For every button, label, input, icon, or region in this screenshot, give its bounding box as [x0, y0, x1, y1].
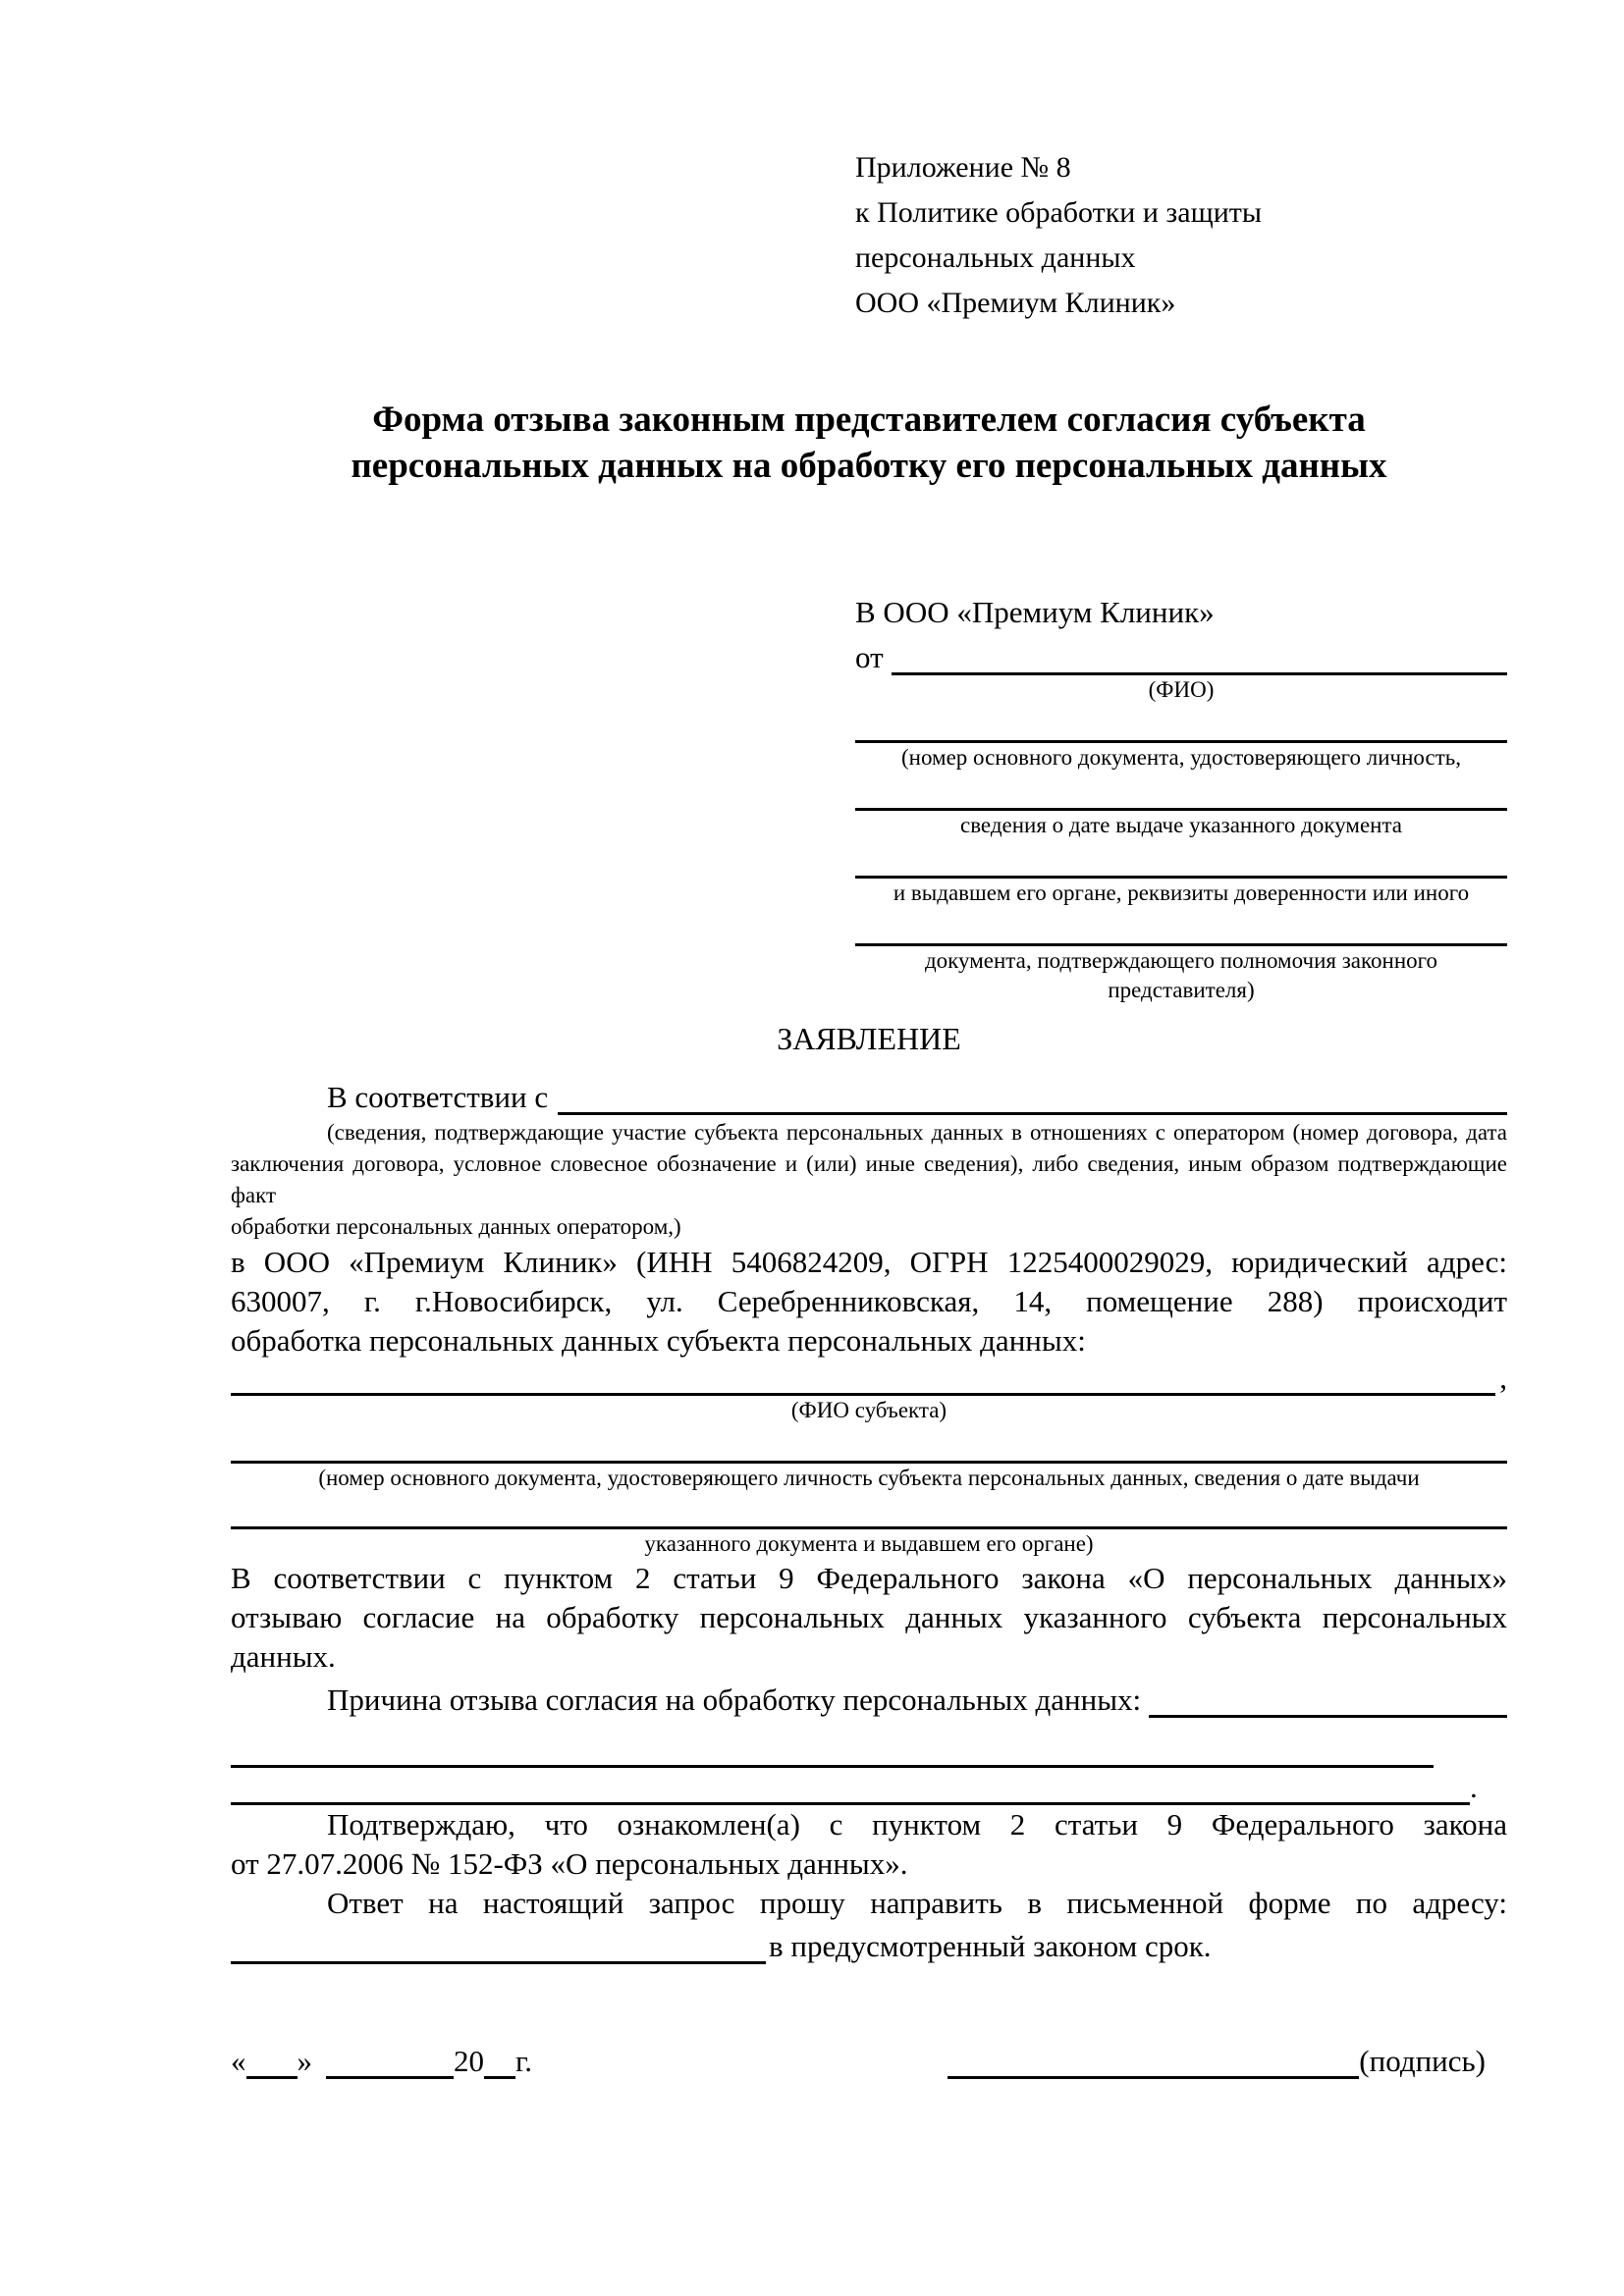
date-open-quote: « — [231, 2044, 246, 2078]
document-title-line: Форма отзыва законным представителем согласия субъекта — [372, 400, 1366, 440]
basis-caption-paragraph — [231, 1117, 1507, 1243]
from-row — [855, 632, 1507, 675]
from-label: от — [855, 640, 884, 674]
acknowledge-paragraph-line: от 27.07.2006 № 152-ФЗ «О персональных данных». — [231, 1846, 908, 1881]
appendix-note-line: к Политике обработки и защиты — [855, 196, 1263, 229]
subject-doc-caption: указанного документа и выдавшем его органе) — [644, 1531, 1094, 1556]
reply-paragraph-line: Ответ на настоящий запрос прошу направить в письменной форме по адресу: — [327, 1886, 1507, 1920]
reply-paragraph-tail: в предусмотренный законом срок. — [769, 1929, 1212, 1963]
withdraw-paragraph — [231, 1559, 1507, 1677]
signature-caption: (подпись) — [1359, 2044, 1486, 2078]
representative-doc-blank-line — [855, 773, 1507, 811]
basis-caption-line: (сведения, подтверждающие участие субъекта персональных данных в отношениях с оператором (номер договора, дата — [327, 1120, 1507, 1145]
accordance-blank-line — [558, 1112, 1507, 1115]
subject-doc-caption: (номер основного документа, удостоверяющего личность субъекта персональных данных, сведения о дате выдачи — [318, 1466, 1420, 1490]
year-prefix: 20 — [454, 2044, 484, 2078]
reply-address-blank-line — [231, 1926, 766, 1964]
addressee-block — [855, 593, 1507, 1005]
year-blank-line — [484, 2041, 515, 2079]
date-group — [231, 2041, 532, 2079]
representative-doc-caption: (номер основного документа, удостоверяющего личность, — [900, 745, 1461, 770]
reason-blank-line — [1149, 1715, 1507, 1718]
reason-label: Причина отзыва согласия на обработку персональных данных: — [327, 1682, 1142, 1717]
appendix-note — [855, 145, 1507, 326]
operator-paragraph-line: 630007, г. г.Новосибирск, ул. Серебренниковская, 14, помещение 288) происходит — [231, 1284, 1507, 1318]
representative-doc-blank-line — [855, 908, 1507, 946]
subject-fio-row — [231, 1361, 1507, 1396]
reason-row — [231, 1677, 1507, 1718]
representative-doc-blank-line — [855, 705, 1507, 743]
reason-extra-blank-row — [231, 1768, 1507, 1805]
signature-group — [947, 2041, 1486, 2079]
month-blank-line — [326, 2041, 454, 2079]
trailing-comma: , — [1499, 1361, 1507, 1395]
statement-heading: ЗАЯВЛЕНИЕ — [777, 1021, 961, 1056]
acknowledge-paragraph — [231, 1805, 1507, 1884]
withdraw-paragraph-line: В соответствии с пунктом 2 статьи 9 Федерального закона «О персональных данных» — [231, 1561, 1507, 1595]
representative-doc-caption: и выдавшем его органе, реквизиты доверенности или иного — [893, 881, 1470, 905]
subject-doc-blank-line — [231, 1493, 1507, 1529]
year-suffix: г. — [515, 2044, 532, 2078]
appendix-note-line: Приложение № 8 — [855, 151, 1071, 184]
reason-extra-blank-line — [231, 1724, 1434, 1768]
accordance-row — [231, 1072, 1507, 1115]
document-title — [231, 397, 1507, 489]
reply-paragraph — [231, 1884, 1507, 1923]
subject-fio-caption: (ФИО субъекта) — [790, 1398, 947, 1422]
representative-doc-blank-line — [855, 840, 1507, 879]
appendix-note-line: персональных данных — [855, 241, 1136, 274]
reason-extra-blank-line — [231, 1765, 1470, 1805]
subject-doc-blank-line — [231, 1425, 1507, 1464]
fio-caption: (ФИО) — [1148, 677, 1215, 702]
representative-doc-caption: сведения о дате выдаче указанного документа — [959, 813, 1403, 837]
withdraw-paragraph-line: данных. — [231, 1639, 336, 1674]
basis-caption-line: заключения договора, условное словесное обозначение и (или) иные сведения), либо сведения, иным образом подтверждающие факт — [231, 1151, 1507, 1207]
representative-doc-caption: документа, подтверждающего полномочия законного представителя) — [924, 948, 1437, 1002]
reply-address-row — [231, 1923, 1507, 1964]
appendix-note-line: ООО «Премиум Клиник» — [855, 287, 1176, 319]
trailing-period: . — [1470, 1770, 1478, 1804]
accordance-label: В соответствии с — [327, 1080, 549, 1114]
operator-paragraph — [231, 1243, 1507, 1361]
withdraw-paragraph-line: отзываю согласие на обработку персональных данных указанного субъекта персональных — [231, 1600, 1507, 1634]
document-title-line: персональных данных на обработку его персональных данных — [351, 446, 1387, 486]
day-blank-line — [246, 2041, 298, 2079]
signature-blank-line — [947, 2041, 1359, 2079]
addressee-organization: В ООО «Премиум Клиник» — [855, 595, 1215, 629]
date-close-quote: » — [297, 2044, 312, 2078]
acknowledge-paragraph-line: Подтверждаю, что ознакомлен(а) с пунктом 2 статьи 9 Федерального закона — [327, 1807, 1507, 1842]
operator-paragraph-line: в ООО «Премиум Клиник» (ИНН 5406824209, ОГРН 1225400029029, юридический адрес: — [231, 1245, 1507, 1279]
basis-caption-line: обработки персональных данных оператором,) — [231, 1214, 681, 1239]
footer — [231, 2041, 1507, 2079]
operator-paragraph-line: обработка персональных данных субъекта персональных данных: — [231, 1323, 1086, 1358]
